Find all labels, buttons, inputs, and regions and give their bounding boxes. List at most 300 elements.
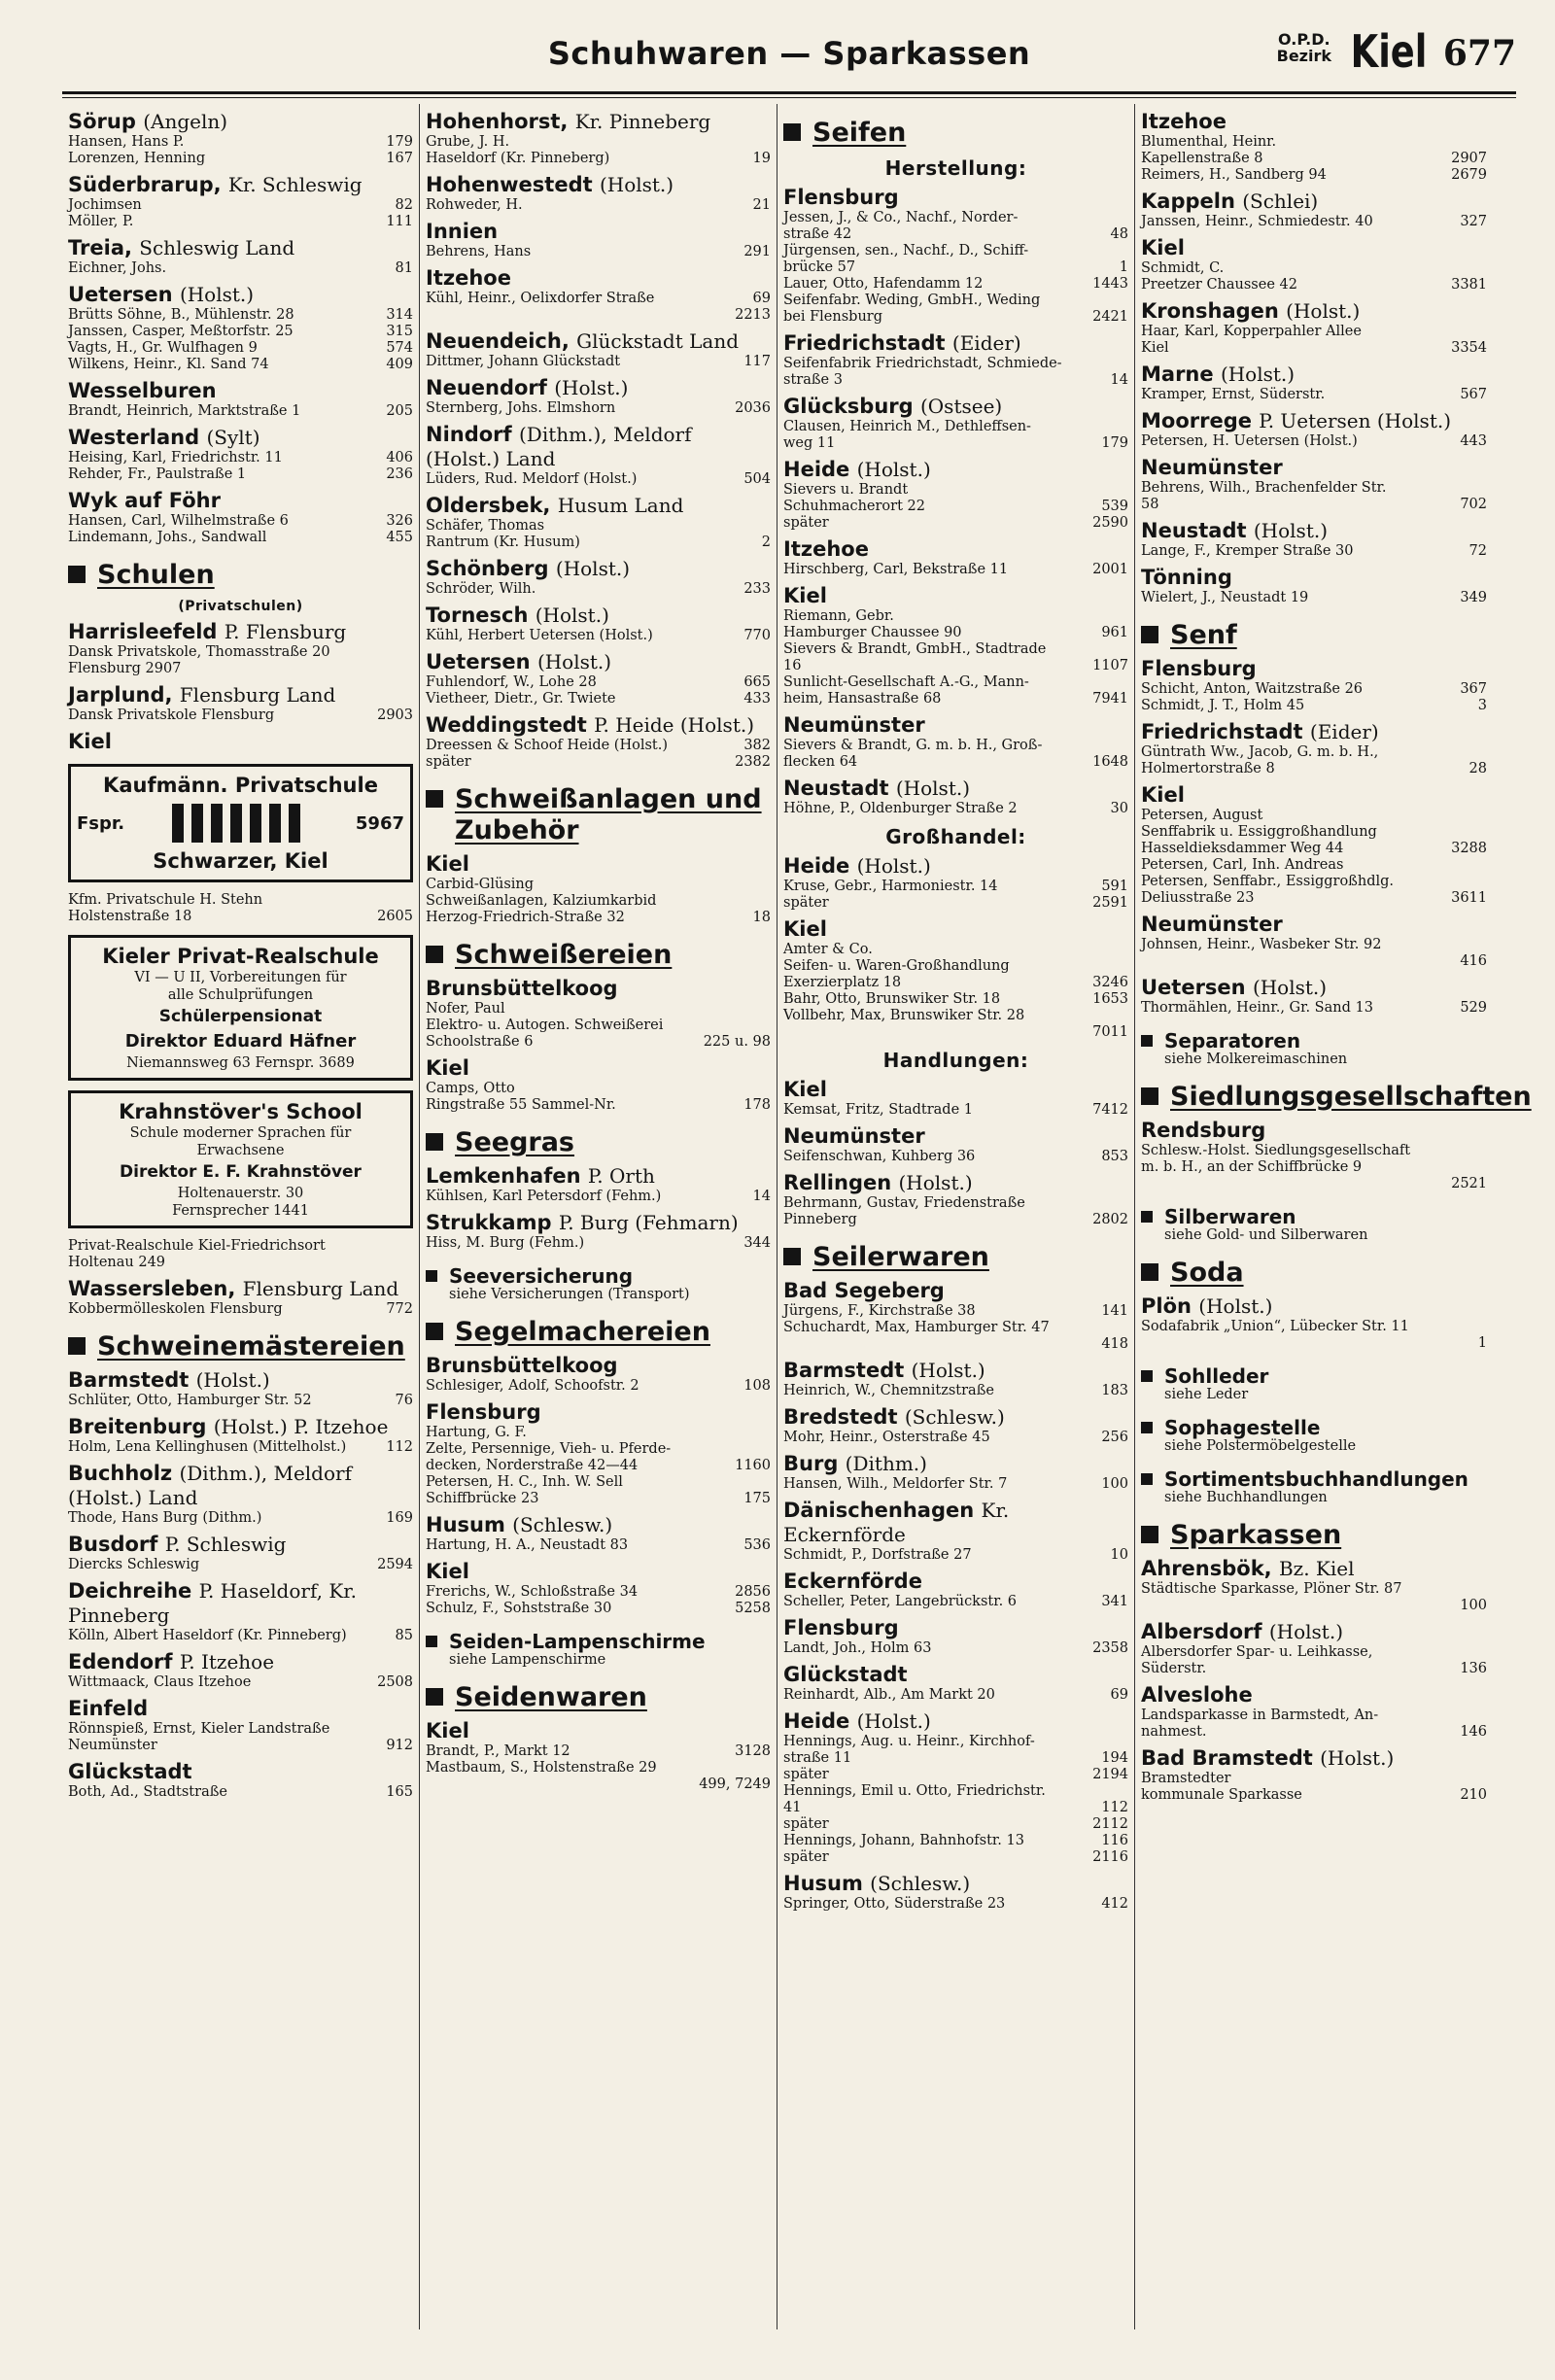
listing-phone: 2213 bbox=[735, 307, 771, 323]
place-name: Kronshagen bbox=[1141, 299, 1279, 323]
category-note: siehe Gold- und Silberwaren bbox=[1164, 1227, 1368, 1243]
place-group bbox=[1141, 566, 1487, 606]
listing-name: Hartung, H. A., Neustadt 83 bbox=[426, 1537, 629, 1553]
place-group bbox=[68, 489, 413, 546]
listing-name: Möller, P. bbox=[68, 214, 134, 229]
place-name: Rendsburg bbox=[1141, 1119, 1266, 1142]
listing-entry bbox=[68, 260, 413, 277]
place-group bbox=[426, 1164, 771, 1205]
ad-line: Direktor E. F. Krahnstöver bbox=[120, 1162, 362, 1182]
category-bullet-icon bbox=[426, 1133, 443, 1151]
listing-phone: 169 bbox=[386, 1510, 413, 1526]
place-subtitle: Kr. Eckernförde bbox=[783, 1499, 1010, 1546]
listing-entry bbox=[426, 1776, 771, 1793]
listing-entry bbox=[783, 293, 1128, 309]
listing-entry bbox=[783, 895, 1128, 912]
place-name: Kappeln bbox=[1141, 190, 1235, 213]
ad-line: Schülerpensionat bbox=[158, 1007, 323, 1026]
place-name: Glückstadt bbox=[68, 1760, 192, 1783]
listing-entry bbox=[426, 197, 771, 214]
listing-phone: 165 bbox=[386, 1784, 413, 1800]
place-name: Oldersbek, bbox=[426, 494, 551, 517]
listing-phone: 210 bbox=[1460, 1787, 1487, 1803]
place-subtitle: (Holst.) bbox=[536, 650, 612, 673]
category-name: Silberwaren bbox=[1164, 1205, 1296, 1228]
place-subtitle: (Holst.) bbox=[1220, 362, 1296, 386]
place-group bbox=[783, 458, 1128, 532]
listing-phone: 443 bbox=[1460, 433, 1487, 449]
listing-name: Schiffbrücke 23 bbox=[426, 1491, 539, 1506]
listing-phone: 499, 7249 bbox=[699, 1776, 771, 1792]
place-subtitle: (Schlesw.) bbox=[870, 1872, 971, 1895]
listing-name: brücke 57 bbox=[783, 259, 856, 275]
section-subhead: Herstellung: bbox=[884, 156, 1027, 180]
listing-name: Both, Ad., Stadtstraße bbox=[68, 1784, 227, 1800]
listing-name: Kruse, Gebr., Harmoniestr. 14 bbox=[783, 879, 998, 894]
place-heading bbox=[783, 1078, 1128, 1102]
category-bullet-icon bbox=[426, 1636, 437, 1647]
listing-phone: 367 bbox=[1460, 681, 1487, 697]
category-bullet-icon bbox=[1141, 1035, 1153, 1047]
listing-name: Hansen, Wilh., Meldorfer Str. 7 bbox=[783, 1476, 1008, 1492]
listing-name: Schmidt, C. bbox=[1141, 260, 1225, 276]
category-row bbox=[426, 1317, 771, 1348]
ad-line: VI — U II, Vorbereitungen für bbox=[134, 970, 347, 985]
listing-phone: 28 bbox=[1469, 761, 1487, 776]
place-heading bbox=[68, 1579, 413, 1628]
place-group bbox=[1141, 456, 1487, 513]
ad-phone bbox=[77, 804, 404, 843]
place-subtitle: (Holst.) bbox=[1286, 299, 1361, 323]
ad-line: Erwachsene bbox=[196, 1143, 285, 1158]
place-heading bbox=[68, 1462, 413, 1510]
listing-name: straße 42 bbox=[783, 226, 852, 242]
place-name: Süderbrarup, bbox=[68, 173, 222, 196]
listing-entry bbox=[68, 909, 413, 925]
listing-name: Reimers, H., Sandberg 94 bbox=[1141, 167, 1327, 183]
listing-entry bbox=[783, 1008, 1128, 1024]
place-group bbox=[1141, 913, 1487, 970]
listing-name: Petersen, H. Uetersen (Holst.) bbox=[1141, 433, 1358, 449]
listing-phone: 591 bbox=[1101, 879, 1128, 894]
place-subtitle: (Ostsee) bbox=[919, 395, 1003, 418]
place-heading bbox=[783, 1452, 1128, 1476]
listing-name: Johnsen, Heinr., Wasbeker Str. 92 bbox=[1141, 937, 1382, 952]
listing-entry bbox=[426, 581, 771, 598]
listing-entry bbox=[783, 562, 1128, 578]
place-group bbox=[783, 1499, 1128, 1564]
place-group bbox=[426, 423, 771, 488]
listing-entry bbox=[426, 1458, 771, 1474]
place-heading bbox=[426, 1513, 771, 1537]
category-heading bbox=[426, 1317, 771, 1348]
listing-phone: 82 bbox=[395, 197, 413, 213]
category-note: siehe Leder bbox=[1164, 1387, 1249, 1402]
listing-name: Bahr, Otto, Brunswiker Str. 18 bbox=[783, 991, 1001, 1007]
place-subtitle: P. Orth bbox=[587, 1164, 655, 1188]
listing-name: Pinneberg bbox=[783, 1212, 857, 1227]
listing-name: Kühlsen, Karl Petersdorf (Fehm.) bbox=[426, 1189, 662, 1204]
ad-line: Niemannsweg 63 Fernspr. 3689 bbox=[126, 1055, 355, 1071]
listing-name: Rehder, Fr., Paulstraße 1 bbox=[68, 466, 247, 482]
listing-phone: 175 bbox=[743, 1491, 771, 1506]
category-text bbox=[1170, 1258, 1244, 1289]
category-name: Schweißereien bbox=[455, 940, 673, 970]
listing-entry bbox=[68, 1255, 413, 1271]
place-group bbox=[426, 1560, 771, 1617]
place-group bbox=[783, 1616, 1128, 1657]
ad-kieler-privat-realschule bbox=[68, 935, 413, 1081]
listing-entry bbox=[783, 1320, 1128, 1336]
listing-entry bbox=[1141, 277, 1487, 293]
listing-phone: 314 bbox=[386, 307, 413, 323]
place-name: Kiel bbox=[1141, 236, 1185, 259]
place-name: Bad Segeberg bbox=[783, 1279, 945, 1302]
listing-entry bbox=[1141, 808, 1487, 824]
listing-name: Schmidt, J. T., Holm 45 bbox=[1141, 698, 1305, 713]
listing-phone: 2116 bbox=[1092, 1849, 1128, 1865]
listing-phone: 409 bbox=[386, 357, 413, 372]
bezirk-text: Bezirk bbox=[1276, 47, 1331, 65]
place-heading bbox=[68, 1760, 413, 1784]
listing-phone: 770 bbox=[743, 628, 771, 643]
listing-name: Behrmann, Gustav, Friedenstraße bbox=[783, 1195, 1025, 1211]
section-subhead: Großhandel: bbox=[885, 825, 1026, 848]
listing-entry bbox=[68, 1238, 413, 1255]
category-text bbox=[449, 1265, 690, 1303]
listing-phone: 536 bbox=[743, 1537, 771, 1553]
listing-name: Wielert, J., Neustadt 19 bbox=[1141, 590, 1309, 605]
category-row bbox=[1141, 1258, 1487, 1289]
listing-name: Deliusstraße 23 bbox=[1141, 890, 1255, 906]
listing-entry bbox=[1141, 1644, 1487, 1661]
listing-name: 58 bbox=[1141, 497, 1159, 512]
column-3 bbox=[778, 104, 1135, 2329]
listing-entry bbox=[783, 1547, 1128, 1564]
category-bullet-icon bbox=[1141, 626, 1158, 643]
listing-name: Schuhmacherort 22 bbox=[783, 499, 925, 514]
listing-entry bbox=[426, 1584, 771, 1601]
listing-entry bbox=[426, 1760, 771, 1776]
place-group bbox=[783, 1078, 1128, 1119]
listing-phone: 7941 bbox=[1092, 691, 1128, 707]
place-name: Jarplund, bbox=[68, 683, 173, 707]
listing-entry bbox=[783, 1816, 1128, 1833]
place-subtitle: (Holst.) bbox=[856, 1709, 931, 1733]
category-heading bbox=[1141, 1520, 1487, 1551]
listing-entry bbox=[783, 738, 1128, 754]
category-heading bbox=[1141, 1082, 1532, 1113]
category-bullet-icon bbox=[783, 1248, 801, 1265]
listing-entry bbox=[426, 244, 771, 260]
place-group bbox=[783, 186, 1128, 326]
listing-name: Vietheer, Dietr., Gr. Twiete bbox=[426, 691, 616, 707]
place-subtitle: (Holst.) bbox=[856, 854, 931, 878]
place-name: Wesselburen bbox=[68, 379, 217, 402]
category-heading bbox=[1141, 1258, 1487, 1289]
place-group bbox=[1141, 976, 1487, 1017]
listing-entry bbox=[783, 419, 1128, 435]
listing-name: Schlesiger, Adolf, Schoofstr. 2 bbox=[426, 1378, 639, 1394]
listing-name: Sodafabrik „Union“, Lübecker Str. 11 bbox=[1141, 1319, 1409, 1334]
place-heading bbox=[1141, 456, 1487, 480]
listing-entry bbox=[1141, 761, 1487, 777]
ad-line: Schule moderner Sprachen für bbox=[129, 1125, 352, 1141]
opd-text: O.P.D. bbox=[1278, 30, 1330, 49]
place-heading bbox=[783, 1405, 1128, 1430]
listing-phone: 341 bbox=[1101, 1594, 1128, 1609]
place-heading bbox=[1141, 299, 1487, 324]
listing-entry bbox=[783, 1640, 1128, 1657]
listing-name: bei Flensburg bbox=[783, 309, 883, 325]
category-text bbox=[455, 1682, 647, 1713]
place-heading bbox=[1141, 1620, 1487, 1644]
place-group bbox=[1141, 409, 1487, 450]
listing-entry bbox=[426, 691, 771, 707]
listing-phone: 85 bbox=[395, 1628, 413, 1643]
place-name: Kiel bbox=[68, 730, 112, 753]
place-name: Friedrichstadt bbox=[1141, 720, 1303, 743]
place-name: Flensburg bbox=[1141, 657, 1257, 680]
category-text bbox=[812, 118, 906, 149]
listing-entry bbox=[426, 1425, 771, 1441]
place-group bbox=[1141, 783, 1487, 907]
listing-name: Rohweder, H. bbox=[426, 197, 523, 213]
listing-phone: 416 bbox=[1460, 953, 1487, 969]
listing-name: Sievers & Brandt, GmbH., Stadtrade bbox=[783, 641, 1047, 657]
listing-name: Sunlicht-Gesellschaft A.-G., Mann- bbox=[783, 674, 1029, 690]
place-group bbox=[426, 266, 771, 324]
listing-name: flecken 64 bbox=[783, 754, 858, 770]
place-subtitle: (Dithm.), Meldorf (Holst.) Land bbox=[426, 423, 692, 470]
listing-name: später bbox=[783, 1849, 829, 1865]
place-name: Dänischenhagen bbox=[783, 1499, 975, 1522]
listing-name: Mastbaum, S., Holstenstraße 29 bbox=[426, 1760, 657, 1776]
category-name: Separatoren bbox=[1164, 1029, 1301, 1052]
listing-phone: 116 bbox=[1101, 1833, 1128, 1848]
category-text bbox=[1164, 1468, 1469, 1506]
listing-phone: 7011 bbox=[1092, 1024, 1128, 1040]
place-heading bbox=[783, 1279, 1128, 1303]
ad-title: Krahnstöver's School bbox=[119, 1100, 363, 1123]
listing-name: Exerzierplatz 18 bbox=[783, 975, 902, 990]
listing-phone: 529 bbox=[1460, 1000, 1487, 1016]
listing-phone: 2856 bbox=[735, 1584, 771, 1600]
listing-name: Camps, Otto bbox=[426, 1081, 515, 1096]
place-subtitle: (Schlesw.) bbox=[512, 1513, 613, 1536]
place-subtitle: (Holst.) bbox=[898, 1171, 973, 1194]
category-text bbox=[455, 784, 771, 846]
place-heading bbox=[68, 379, 413, 403]
place-group bbox=[426, 173, 771, 214]
listing-name: Hennings, Johann, Bahnhofstr. 13 bbox=[783, 1833, 1024, 1848]
column-1 bbox=[62, 104, 420, 2329]
listing-entry bbox=[783, 801, 1128, 817]
listing-phone: 2521 bbox=[1451, 1176, 1487, 1191]
listing-entry bbox=[68, 1721, 413, 1738]
place-subtitle: (Dithm.), Meldorf (Holst.) Land bbox=[68, 1462, 352, 1509]
listing-name: Jochimsen bbox=[68, 197, 142, 213]
place-group bbox=[68, 236, 413, 277]
listing-entry bbox=[426, 518, 771, 535]
listing-name: Reinhardt, Alb., Am Markt 20 bbox=[783, 1687, 995, 1703]
ad-line: Holtenauerstr. 30 bbox=[177, 1186, 304, 1201]
listing-entry bbox=[426, 151, 771, 167]
place-name: Einfeld bbox=[68, 1697, 149, 1720]
listing-entry bbox=[783, 309, 1128, 326]
place-group bbox=[68, 1462, 413, 1527]
place-heading bbox=[783, 1663, 1128, 1687]
listing-name: Schlüter, Otto, Hamburger Str. 52 bbox=[68, 1393, 312, 1408]
listing-entry bbox=[426, 738, 771, 754]
listing-entry bbox=[783, 958, 1128, 975]
place-group bbox=[426, 376, 771, 417]
listing-name: Lüders, Rud. Meldorf (Holst.) bbox=[426, 471, 638, 487]
listing-phone: 194 bbox=[1101, 1750, 1128, 1766]
place-group bbox=[426, 1400, 771, 1507]
listing-entry bbox=[1141, 857, 1487, 874]
place-subtitle: (Holst.) bbox=[535, 604, 609, 627]
listing-entry bbox=[783, 435, 1128, 452]
listing-name: Schlesw.-Holst. Siedlungsgesellschaft bbox=[1141, 1143, 1411, 1158]
listing-phone: 772 bbox=[386, 1301, 413, 1317]
listing-entry bbox=[426, 1034, 771, 1051]
listing-entry bbox=[426, 628, 771, 644]
listing-name: Lange, F., Kremper Straße 30 bbox=[1141, 543, 1354, 559]
listing-entry bbox=[783, 1430, 1128, 1446]
place-name: Uetersen bbox=[426, 650, 531, 673]
place-heading bbox=[1141, 720, 1487, 744]
place-heading bbox=[68, 489, 413, 513]
category-bullet-icon bbox=[426, 1270, 437, 1282]
place-heading bbox=[783, 1616, 1128, 1640]
place-heading bbox=[68, 1697, 413, 1721]
place-name: Hohenwestedt bbox=[426, 173, 593, 196]
listing-entry bbox=[426, 1743, 771, 1760]
category-note: siehe Polstermöbelgestelle bbox=[1164, 1438, 1357, 1454]
listing-name: Schmidt, P., Dorfstraße 27 bbox=[783, 1547, 972, 1563]
place-subtitle: (Angeln) bbox=[143, 110, 228, 133]
category-name: Sophagestelle bbox=[1164, 1416, 1321, 1439]
place-heading bbox=[68, 730, 413, 754]
listing-entry bbox=[68, 530, 413, 546]
category-row bbox=[1141, 1520, 1487, 1551]
ad-krahnstoevers-school bbox=[68, 1090, 413, 1228]
listing-phone: 167 bbox=[386, 151, 413, 166]
place-heading bbox=[68, 110, 413, 134]
place-name: Kiel bbox=[1141, 783, 1185, 807]
listing-entry bbox=[1141, 1581, 1487, 1598]
listing-name: Hansen, Hans P. bbox=[68, 134, 185, 150]
category-name: Schulen bbox=[97, 560, 215, 590]
place-name: Busdorf bbox=[68, 1533, 158, 1556]
category-text bbox=[455, 1127, 574, 1158]
category-heading bbox=[426, 784, 771, 846]
listing-name: Bramstedter bbox=[1141, 1771, 1231, 1786]
place-heading bbox=[1141, 1746, 1487, 1771]
listing-entry bbox=[68, 707, 413, 724]
place-subtitle: Glückstadt Land bbox=[576, 329, 740, 353]
category-name: Sparkassen bbox=[1170, 1520, 1342, 1550]
listing-name: Kiel bbox=[1141, 340, 1169, 356]
listing-entry bbox=[783, 1800, 1128, 1816]
place-heading bbox=[426, 1164, 771, 1189]
listing-entry bbox=[1141, 497, 1487, 513]
place-subtitle: (Holst.) bbox=[599, 173, 674, 196]
listing-entry bbox=[68, 1557, 413, 1573]
listing-phone: 179 bbox=[1101, 435, 1128, 451]
place-name: Sörup bbox=[68, 110, 136, 133]
place-group bbox=[68, 1533, 413, 1573]
category-heading bbox=[426, 1265, 771, 1303]
place-subtitle: (Holst.) bbox=[195, 1368, 270, 1392]
place-name: Bredstedt bbox=[783, 1405, 898, 1429]
listing-name: Holtenau 249 bbox=[68, 1255, 166, 1270]
place-name: Lemkenhafen bbox=[426, 1164, 581, 1188]
place-heading bbox=[68, 1533, 413, 1557]
place-heading bbox=[426, 110, 771, 134]
place-heading bbox=[1141, 236, 1487, 260]
listing-entry bbox=[426, 1018, 771, 1034]
listing-entry bbox=[783, 991, 1128, 1008]
listing-phone: 327 bbox=[1460, 214, 1487, 229]
listing-entry bbox=[68, 513, 413, 530]
listing-entry bbox=[68, 1784, 413, 1801]
listing-entry bbox=[426, 1081, 771, 1097]
category-name: Seiden-Lampenschirme bbox=[449, 1630, 706, 1653]
category-text bbox=[812, 1242, 989, 1273]
place-name: Edendorf bbox=[68, 1650, 173, 1673]
listing-name: Jürgens, F., Kirchstraße 38 bbox=[783, 1303, 976, 1319]
category-row bbox=[783, 1242, 1128, 1273]
category-bullet-icon bbox=[426, 946, 443, 963]
listing-entry bbox=[783, 259, 1128, 276]
place-name: Buchholz bbox=[68, 1462, 173, 1485]
place-name: Tönning bbox=[1141, 566, 1232, 589]
listing-name: kommunale Sparkasse bbox=[1141, 1787, 1302, 1803]
listing-phone: 539 bbox=[1101, 499, 1128, 514]
listing-entry bbox=[426, 1097, 771, 1114]
place-heading bbox=[1141, 110, 1487, 134]
place-subtitle: P. Flensburg bbox=[224, 620, 347, 643]
listing-name: Heising, Karl, Friedrichstr. 11 bbox=[68, 450, 283, 466]
place-subtitle: Husum Land bbox=[557, 494, 684, 517]
listing-name: Lorenzen, Henning bbox=[68, 151, 206, 166]
place-heading bbox=[426, 713, 771, 738]
listing-phone: 702 bbox=[1460, 497, 1487, 512]
place-heading bbox=[68, 1368, 413, 1393]
place-name: Kiel bbox=[783, 917, 827, 941]
place-name: Husum bbox=[426, 1513, 505, 1536]
listing-entry bbox=[426, 1491, 771, 1507]
place-heading bbox=[1141, 1294, 1487, 1319]
listing-entry bbox=[1141, 824, 1487, 841]
place-group bbox=[1141, 1119, 1487, 1192]
category-name: Segelmachereien bbox=[455, 1317, 710, 1347]
place-group bbox=[426, 977, 771, 1051]
place-group bbox=[426, 1719, 771, 1793]
place-group bbox=[783, 1872, 1128, 1913]
place-group bbox=[68, 1697, 413, 1754]
category-text bbox=[97, 1331, 405, 1362]
listing-phone: 2194 bbox=[1092, 1767, 1128, 1782]
place-subtitle: (Schlesw.) bbox=[904, 1405, 1005, 1429]
place-subtitle: (Dithm.) bbox=[845, 1452, 927, 1475]
category-heading bbox=[1141, 620, 1487, 651]
place-name: Neustadt bbox=[783, 776, 889, 800]
category-text bbox=[97, 560, 215, 591]
listing-entry bbox=[1141, 890, 1487, 907]
